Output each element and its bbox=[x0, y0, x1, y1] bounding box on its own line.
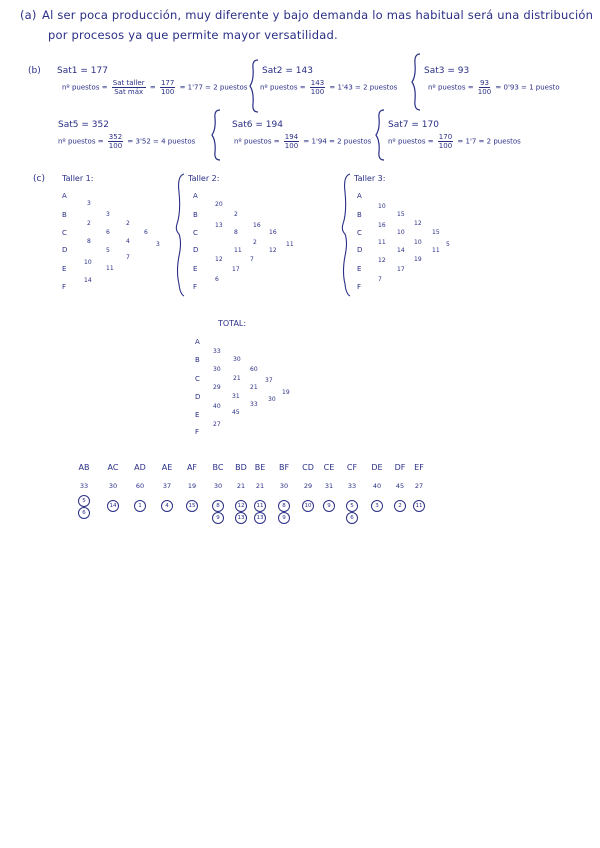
weight: 6 bbox=[106, 229, 110, 236]
weight: 17 bbox=[232, 266, 240, 273]
sat7-formula: nº puestos = $\frac{170}{100}$ = 1'7 = 2 puestos bbox=[388, 133, 521, 150]
weight: 5 bbox=[106, 247, 110, 254]
letter: D bbox=[357, 246, 363, 254]
order-circle: 2 bbox=[394, 500, 406, 512]
pair-header: BD bbox=[235, 463, 247, 472]
sat6-formula: nº puestos = $\frac{194}{100}$ = 1'94 = 2 puestos bbox=[234, 133, 372, 150]
letter: E bbox=[195, 411, 200, 419]
order-circle: 5 bbox=[346, 500, 358, 512]
weight: 19 bbox=[414, 256, 422, 263]
letter: E bbox=[357, 265, 362, 273]
weight: 3 bbox=[87, 200, 91, 207]
letter: E bbox=[193, 265, 198, 273]
letter: F bbox=[195, 428, 200, 436]
order-circle: 5 bbox=[78, 495, 90, 507]
brace-1 bbox=[248, 58, 260, 114]
weight: 17 bbox=[397, 266, 405, 273]
letter: D bbox=[195, 393, 201, 401]
sat3-label: Sat3 = 93 bbox=[424, 66, 470, 76]
taller3-title: Taller 3: bbox=[354, 174, 386, 183]
weight: 6 bbox=[144, 229, 148, 236]
weight: 3 bbox=[156, 241, 160, 248]
weight: 27 bbox=[213, 421, 221, 428]
sat2-label: Sat2 = 143 bbox=[262, 66, 313, 76]
letter: B bbox=[62, 211, 67, 219]
weight: 12 bbox=[269, 247, 277, 254]
pair-header: AE bbox=[161, 463, 173, 472]
sat6-label: Sat6 = 194 bbox=[232, 120, 283, 130]
taller1-title: Taller 1: bbox=[62, 174, 94, 183]
weight: 12 bbox=[378, 257, 386, 264]
pair-value: 29 bbox=[303, 482, 313, 490]
brace-taller3 bbox=[340, 172, 352, 298]
order-circle: 1 bbox=[134, 500, 146, 512]
pair-header: BC bbox=[212, 463, 224, 472]
order-circle: 11 bbox=[413, 500, 425, 512]
letter: A bbox=[62, 192, 67, 200]
pair-value: 33 bbox=[347, 482, 357, 490]
weight: 14 bbox=[84, 277, 92, 284]
weight: 20 bbox=[215, 201, 223, 208]
sat1-formula: nº puestos = $\frac{\text{Sat taller}}{\text{Sat máx}}$ = $\frac{177}{100}$ = 1'77 ≃ 2 puestos bbox=[62, 79, 248, 96]
pair-value: 19 bbox=[187, 482, 197, 490]
pair-value: 21 bbox=[236, 482, 246, 490]
letter: D bbox=[193, 246, 199, 254]
pair-value: 21 bbox=[255, 482, 265, 490]
weight: 16 bbox=[253, 222, 261, 229]
brace-4 bbox=[374, 108, 386, 162]
order-circle: 13 bbox=[235, 512, 247, 524]
pair-value: 31 bbox=[324, 482, 334, 490]
weight: 8 bbox=[234, 229, 238, 236]
pair-header: AD bbox=[134, 463, 146, 472]
order-circle: 15 bbox=[186, 500, 198, 512]
pair-value: 40 bbox=[372, 482, 382, 490]
weight: 29 bbox=[213, 384, 221, 391]
part-a-line2: por procesos ya que permite mayor versatilidad. bbox=[48, 28, 338, 42]
order-circle: 10 bbox=[302, 500, 314, 512]
letter: E bbox=[62, 265, 67, 273]
pair-header: BF bbox=[278, 463, 290, 472]
weight: 21 bbox=[250, 384, 258, 391]
letter: B bbox=[357, 211, 362, 219]
order-circle: 8 bbox=[212, 500, 224, 512]
weight: 7 bbox=[126, 254, 130, 261]
weight: 45 bbox=[232, 409, 240, 416]
letter: A bbox=[357, 192, 362, 200]
order-circle: 9 bbox=[278, 512, 290, 524]
pair-header: AC bbox=[107, 463, 119, 472]
pair-header: CF bbox=[346, 463, 358, 472]
pair-value: 45 bbox=[395, 482, 405, 490]
weight: 7 bbox=[378, 276, 382, 283]
weight: 8 bbox=[87, 238, 91, 245]
brace-3 bbox=[210, 108, 222, 162]
weight: 10 bbox=[84, 259, 92, 266]
order-circle: 14 bbox=[107, 500, 119, 512]
pair-header: CE bbox=[323, 463, 335, 472]
weight: 14 bbox=[397, 247, 405, 254]
letter: C bbox=[193, 229, 198, 237]
pair-value: 30 bbox=[213, 482, 223, 490]
weight: 21 bbox=[233, 375, 241, 382]
order-circle: 6 bbox=[346, 512, 358, 524]
weight: 2 bbox=[87, 220, 91, 227]
weight: 60 bbox=[250, 366, 258, 373]
weight: 12 bbox=[215, 256, 223, 263]
letter: A bbox=[195, 338, 200, 346]
weight: 30 bbox=[213, 366, 221, 373]
pair-value: 37 bbox=[162, 482, 172, 490]
weight: 30 bbox=[268, 396, 276, 403]
letter: F bbox=[62, 283, 67, 291]
letter: F bbox=[357, 283, 362, 291]
weight: 16 bbox=[269, 229, 277, 236]
brace-taller2 bbox=[174, 172, 186, 298]
weight: 11 bbox=[234, 247, 242, 254]
weight: 2 bbox=[253, 239, 257, 246]
order-circle: 9 bbox=[323, 500, 335, 512]
pair-value: 30 bbox=[108, 482, 118, 490]
pair-header: DF bbox=[394, 463, 406, 472]
weight: 10 bbox=[414, 239, 422, 246]
sat5-formula: nº puestos = $\frac{352}{100}$ = 3'52 ≃ 4 puestos bbox=[58, 133, 196, 150]
order-circle: 8 bbox=[278, 500, 290, 512]
total-title: TOTAL: bbox=[218, 319, 247, 328]
letter: C bbox=[357, 229, 362, 237]
pair-header: EF bbox=[414, 463, 424, 472]
letter: A bbox=[193, 192, 198, 200]
order-circle: 3 bbox=[371, 500, 383, 512]
weight: 37 bbox=[265, 377, 273, 384]
order-circle: 4 bbox=[161, 500, 173, 512]
sat7-label: Sat7 = 170 bbox=[388, 120, 439, 130]
weight: 6 bbox=[215, 276, 219, 283]
order-circle: 6 bbox=[78, 507, 90, 519]
letter: B bbox=[193, 211, 198, 219]
pair-value: 60 bbox=[135, 482, 145, 490]
weight: 33 bbox=[250, 401, 258, 408]
pair-header: DE bbox=[371, 463, 383, 472]
weight: 30 bbox=[233, 356, 241, 363]
weight: 16 bbox=[378, 222, 386, 229]
weight: 13 bbox=[215, 222, 223, 229]
letter: F bbox=[193, 283, 198, 291]
pair-header: CD bbox=[302, 463, 314, 472]
weight: 11 bbox=[378, 239, 386, 246]
order-circle: 12 bbox=[235, 500, 247, 512]
sat3-formula: nº puestos = $\frac{93}{100}$ = 0'93 ≃ 1 puesto bbox=[428, 79, 560, 96]
weight: 7 bbox=[250, 256, 254, 263]
weight: 15 bbox=[397, 211, 405, 218]
taller2-title: Taller 2: bbox=[188, 174, 220, 183]
weight: 11 bbox=[106, 265, 114, 272]
weight: 11 bbox=[432, 247, 440, 254]
letter: D bbox=[62, 246, 68, 254]
pair-header: BE bbox=[254, 463, 266, 472]
weight: 2 bbox=[234, 211, 238, 218]
weight: 4 bbox=[126, 238, 130, 245]
sat1-label: Sat1 = 177 bbox=[57, 66, 108, 76]
weight: 10 bbox=[378, 203, 386, 210]
sat5-label: Sat5 = 352 bbox=[58, 120, 109, 130]
letter: B bbox=[195, 356, 200, 364]
pair-header: AB bbox=[78, 463, 90, 472]
weight: 33 bbox=[213, 348, 221, 355]
order-circle: 11 bbox=[254, 500, 266, 512]
weight: 12 bbox=[414, 220, 422, 227]
weight: 19 bbox=[282, 389, 290, 396]
pair-value: 33 bbox=[79, 482, 89, 490]
pair-value: 30 bbox=[279, 482, 289, 490]
weight: 11 bbox=[286, 241, 294, 248]
pair-header: AF bbox=[186, 463, 198, 472]
order-circle: 9 bbox=[212, 512, 224, 524]
weight: 5 bbox=[446, 241, 450, 248]
weight: 40 bbox=[213, 403, 221, 410]
part-b-label: (b) bbox=[28, 66, 41, 76]
weight: 31 bbox=[232, 393, 240, 400]
letter: C bbox=[62, 229, 67, 237]
sat2-formula: nº puestos = $\frac{143}{100}$ = 1'43 ≃ 2 puestos bbox=[260, 79, 398, 96]
letter: C bbox=[195, 375, 200, 383]
part-c-label: (c) bbox=[33, 174, 45, 184]
order-circle: 13 bbox=[254, 512, 266, 524]
brace-2 bbox=[410, 52, 422, 112]
weight: 2 bbox=[126, 220, 130, 227]
part-a-label: (a) bbox=[20, 8, 37, 22]
weight: 15 bbox=[432, 229, 440, 236]
part-a-line1: Al ser poca producción, muy diferente y bajo demanda lo mas habitual será una distribución bbox=[42, 8, 594, 22]
pair-value: 27 bbox=[414, 482, 424, 490]
weight: 10 bbox=[397, 229, 405, 236]
weight: 3 bbox=[106, 211, 110, 218]
